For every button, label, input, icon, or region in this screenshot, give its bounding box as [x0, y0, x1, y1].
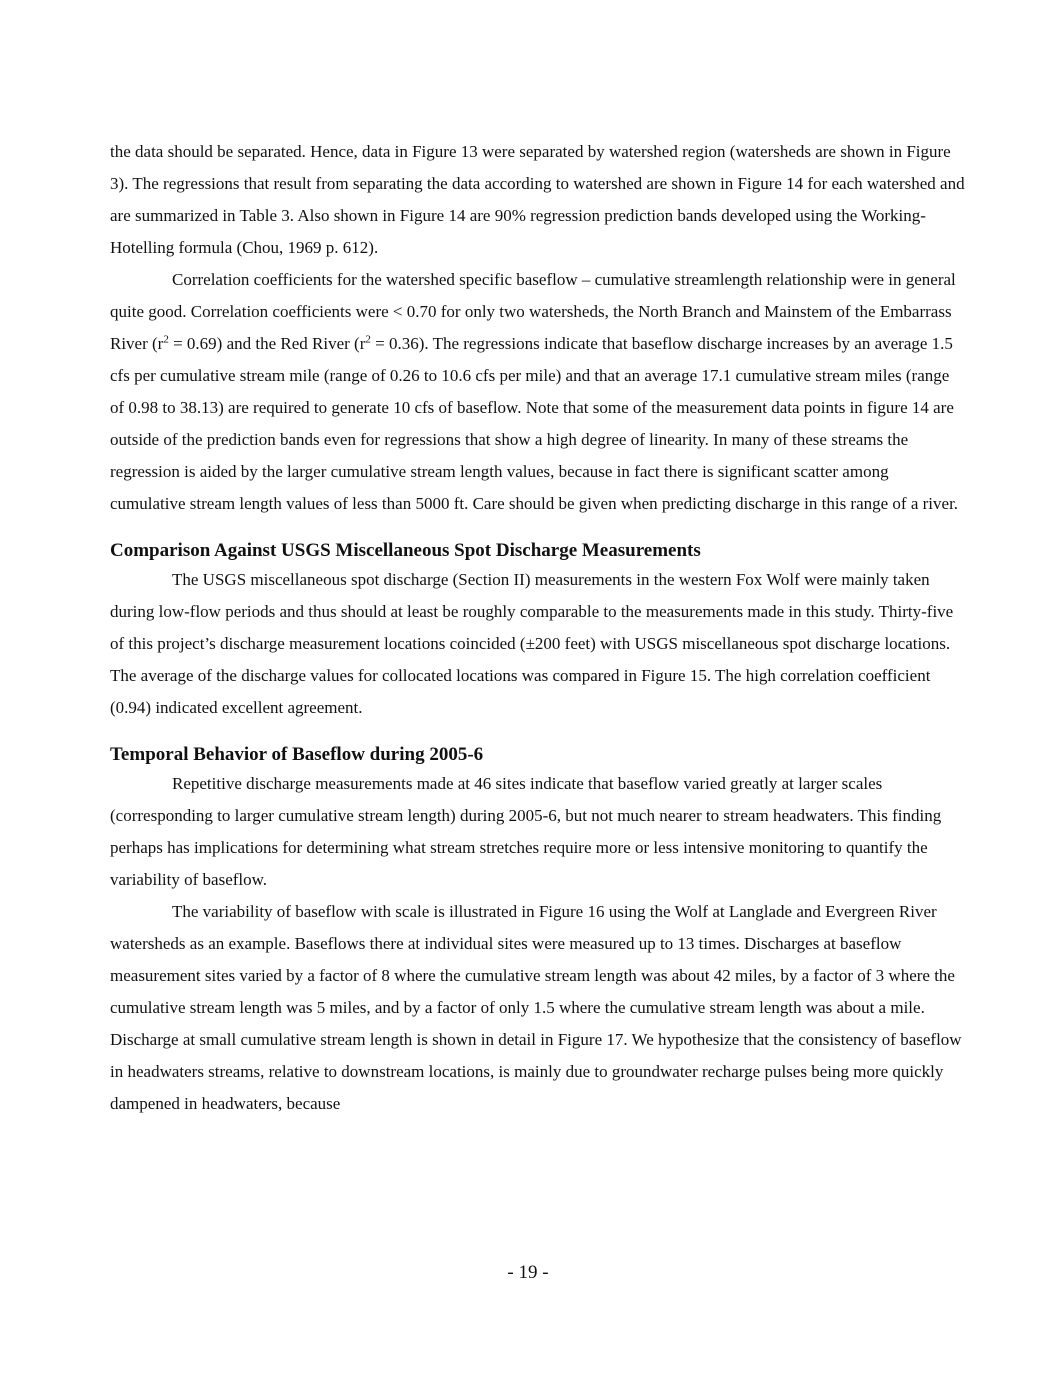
section-heading-temporal-behavior: Temporal Behavior of Baseflow during 2005-6	[110, 744, 484, 765]
paragraph-text: = 0.69) and the Red River (r	[168, 334, 366, 353]
paragraph-text: Correlation coefficients for the watershed specific baseflow – cumulative streamlength relationship were in general quite good. Correlation coefficients were < 0.70 for only two watersheds, the North Branch and Mainstem of the Embarrass River (r	[110, 270, 956, 353]
superscript: 2	[163, 333, 169, 346]
paragraph-watershed-separation: the data should be separated. Hence, data in Figure 13 were separated by watershed region (watersheds are shown in Figure 3). The regressions that result from separating the data according to watershed are shown in Figure 14 for each watershed and are summarized in Table 3. Also shown in Figure 14 are 90% regression prediction bands developed using the Working-Hotelling formula (Chou, 1969 p. 612).	[110, 142, 965, 257]
document-body	[110, 136, 965, 1120]
paragraph-usgs-comparison: The USGS miscellaneous spot discharge (Section II) measurements in the western Fox Wolf were mainly taken during low-flow periods and thus should at least be roughly comparable to the measurements made in this study. Thirty-five of this project’s discharge measurement locations coincided (±200 feet) with USGS miscellaneous spot discharge locations. The average of the discharge values for collocated locations was compared in Figure 15. The high correlation coefficient (0.94) indicated excellent agreement.	[110, 570, 954, 717]
paragraph-repetitive-measurements: Repetitive discharge measurements made at 46 sites indicate that baseflow varied greatly at larger scales (corresponding to larger cumulative stream length) during 2005-6, but not much nearer to stream headwaters. This finding perhaps has implications for determining what stream stretches require more or less intensive monitoring to quantify the variability of baseflow.	[110, 774, 942, 889]
paragraph-text: = 0.36). The regressions indicate that baseflow discharge increases by an average 1.5 cfs per cumulative stream mile (range of 0.26 to 10.6 cfs per mile) and that an average 17.1 cumulative stream miles (range of 0.98 to 38.13) are required to generate 10 cfs of baseflow. Note that some of the measurement data points in figure 14 are outside of the prediction bands even for regressions that show a high degree of linearity. In many of these streams the regression is aided by the larger cumulative stream length values, because in fact there is significant scatter among cumulative stream length values of less than 5000 ft. Care should be given when predicting discharge in this range of a river.	[110, 334, 959, 513]
paragraph-correlation-coefficients	[110, 264, 965, 520]
superscript: 2	[365, 333, 371, 346]
section-heading-usgs-comparison: Comparison Against USGS Miscellaneous Spot Discharge Measurements	[110, 540, 701, 561]
paragraph-variability-with-scale: The variability of baseflow with scale is illustrated in Figure 16 using the Wolf at Langlade and Evergreen River watersheds as an example. Baseflows there at individual sites were measured up to 13 times. Discharges at baseflow measurement sites varied by a factor of 8 where the cumulative stream length was about 42 miles, by a factor of 3 where the cumulative stream length was 5 miles, and by a factor of only 1.5 where the cumulative stream length was about a mile. Discharge at small cumulative stream length is shown in detail in Figure 17. We hypothesize that the consistency of baseflow in headwaters streams, relative to downstream locations, is mainly due to groundwater recharge pulses being more quickly dampened in headwaters, because	[110, 902, 962, 1113]
page-number: - 19 -	[507, 1262, 549, 1283]
